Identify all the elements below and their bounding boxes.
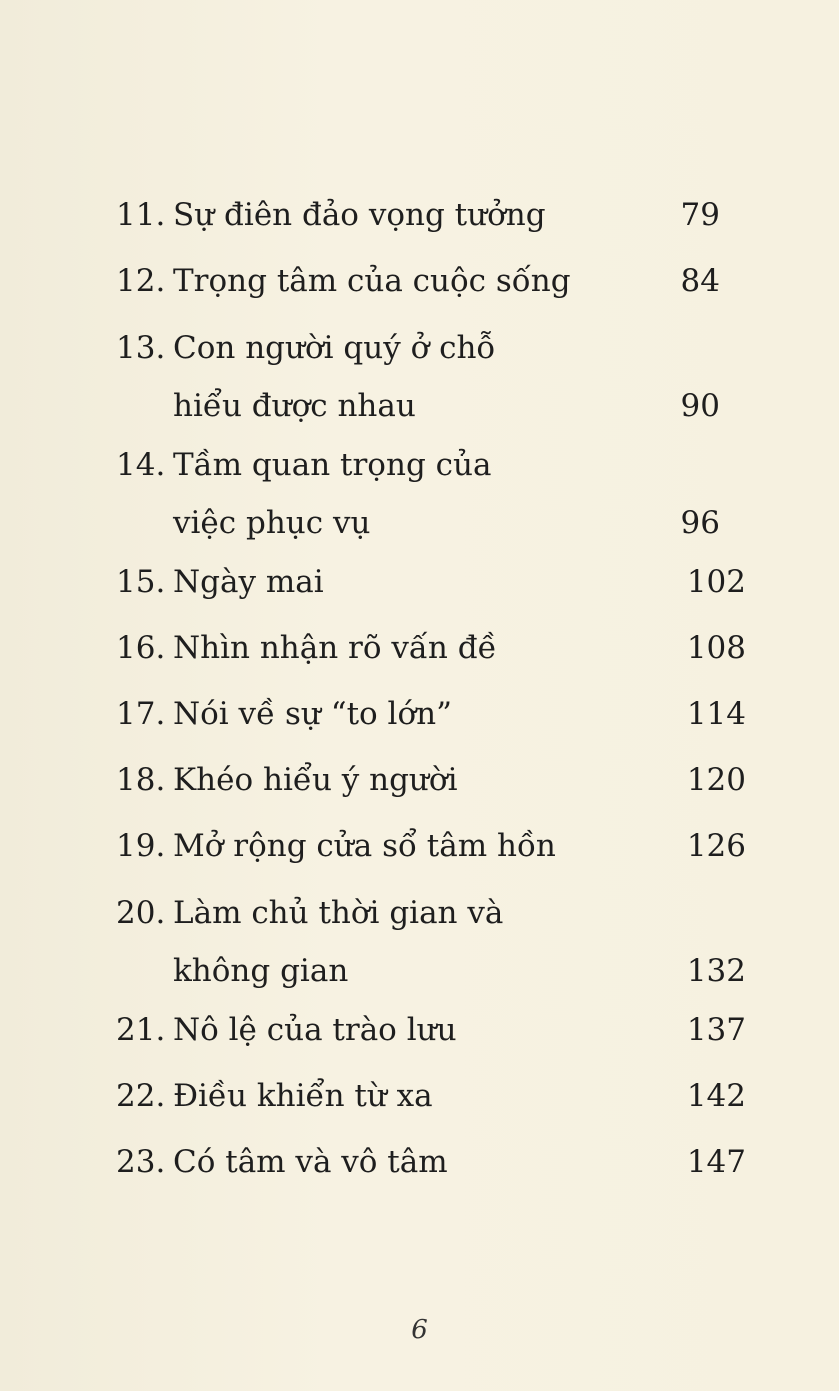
toc-entry-title: Ngày mai <box>173 564 324 600</box>
toc-entry-number: 16. <box>116 630 166 666</box>
toc-entry-title: Làm chủ thời gian và <box>173 895 504 931</box>
toc-entry-title-continued: hiểu được nhau <box>173 388 416 424</box>
toc-entry-number: 20. <box>116 895 166 931</box>
toc-entry-number: 11. <box>116 197 166 233</box>
toc-entry-page: 142 <box>686 1078 746 1114</box>
toc-entry-number: 21. <box>116 1012 166 1048</box>
toc-entry-number: 13. <box>116 330 166 366</box>
toc-entry-title: Mở rộng cửa sổ tâm hồn <box>173 828 556 864</box>
toc-entry-page: 79 <box>680 197 720 233</box>
toc-entry-page: 108 <box>686 630 746 666</box>
toc-entry-page: 84 <box>680 263 720 299</box>
toc-entry-page: 96 <box>680 505 720 541</box>
toc-entry-13 <box>116 319 746 435</box>
toc-entry-title: Có tâm và vô tâm <box>173 1144 448 1180</box>
toc-entry-20 <box>116 884 746 1000</box>
toc-entry-title: Nhìn nhận rõ vấn đề <box>173 630 497 666</box>
toc-entry-page: 90 <box>680 388 720 424</box>
toc-entry-page: 126 <box>686 828 746 864</box>
toc-entry-title: Sự điên đảo vọng tưởng <box>173 197 546 233</box>
toc-entry-number: 22. <box>116 1078 166 1114</box>
toc-entry-page: 132 <box>686 953 746 989</box>
page-number: 6 <box>411 1315 428 1345</box>
toc-entry-title: Nói về sự “to lớn” <box>173 696 452 732</box>
toc-entry-14 <box>116 436 746 552</box>
toc-entry-title-continued: không gian <box>173 953 349 989</box>
toc-entry-title: Trọng tâm của cuộc sống <box>173 263 571 299</box>
toc-entry-title: Con người quý ở chỗ <box>173 330 496 366</box>
toc-entry-number: 19. <box>116 828 166 864</box>
toc-entry-number: 14. <box>116 447 166 483</box>
toc-entry-page: 137 <box>686 1012 746 1048</box>
toc-entry-title: Điều khiển từ xa <box>173 1078 433 1114</box>
toc-entry-number: 15. <box>116 564 166 600</box>
toc-entry-title: Nô lệ của trào lưu <box>173 1012 457 1048</box>
toc-entry-number: 17. <box>116 696 166 732</box>
toc-entry-page: 147 <box>686 1144 746 1180</box>
toc-entry-page: 114 <box>686 696 746 732</box>
toc-entry-number: 23. <box>116 1144 166 1180</box>
toc-entry-number: 12. <box>116 263 166 299</box>
toc-entry-page: 102 <box>686 564 746 600</box>
toc-entry-title: Tầm quan trọng của <box>173 447 492 483</box>
toc-entry-title-continued: việc phục vụ <box>173 505 371 541</box>
toc-entry-page: 120 <box>686 762 746 798</box>
toc-entry-title: Khéo hiểu ý người <box>173 762 458 798</box>
toc-entry-number: 18. <box>116 762 166 798</box>
